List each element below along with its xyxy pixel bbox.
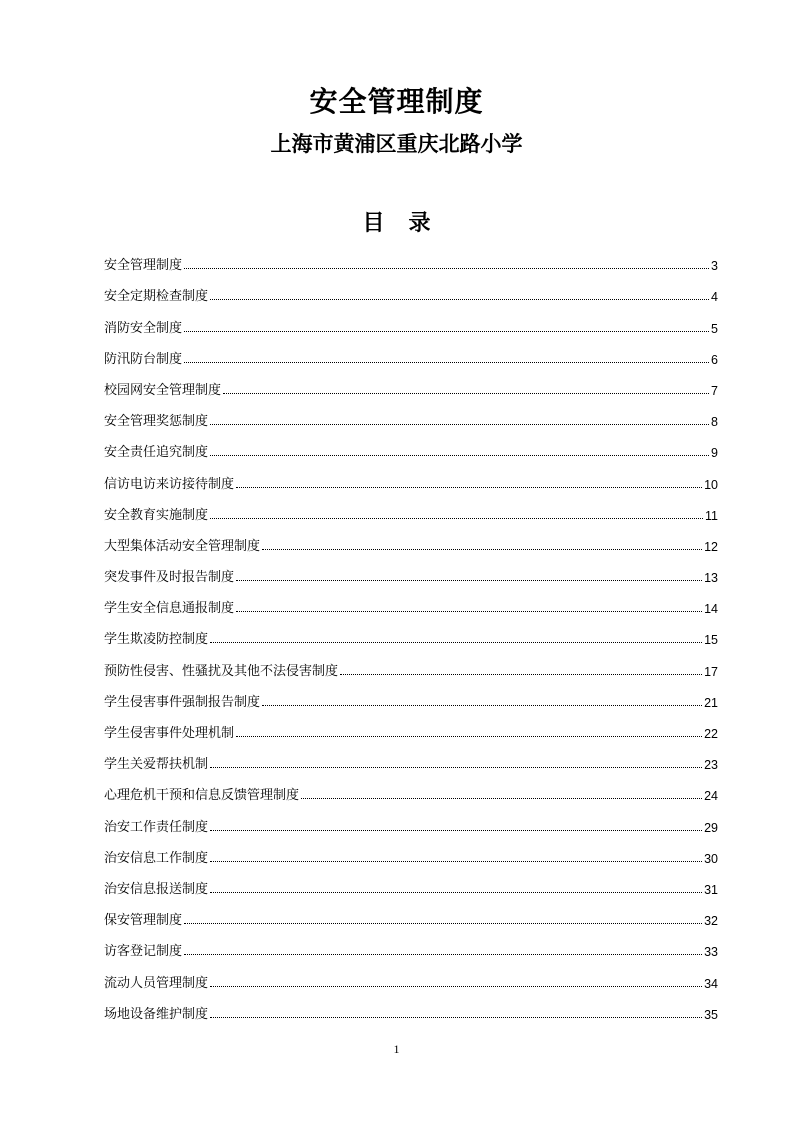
toc-dot-leader [262, 548, 702, 550]
toc-dot-leader [210, 298, 709, 300]
toc-entry-title[interactable]: 大型集体活动安全管理制度 [104, 538, 261, 554]
toc-entry[interactable] [104, 963, 718, 994]
toc-entry[interactable] [104, 651, 718, 682]
toc-entry[interactable] [104, 839, 718, 870]
toc-dot-leader [210, 517, 703, 519]
toc-entry-title[interactable]: 安全定期检查制度 [104, 289, 209, 305]
toc-entry-title[interactable]: 心理危机干预和信息反馈管理制度 [104, 788, 300, 804]
toc-entry-page-number[interactable]: 29 [704, 820, 718, 835]
table-of-contents [104, 246, 718, 1026]
toc-dot-leader [210, 423, 709, 425]
toc-entry[interactable] [104, 995, 718, 1026]
toc-entry-title[interactable]: 学生关爱帮扶机制 [104, 757, 209, 773]
toc-entry-page-number[interactable]: 7 [711, 383, 718, 398]
toc-entry-page-number[interactable]: 33 [704, 945, 718, 960]
toc-entry-page-number[interactable]: 22 [704, 727, 718, 741]
toc-entry-page-number[interactable]: 6 [711, 352, 718, 367]
toc-dot-leader [301, 797, 702, 799]
toc-entry-page-number[interactable]: 12 [704, 539, 718, 554]
toc-dot-leader [340, 673, 702, 675]
toc-entry-title[interactable]: 预防性侵害、性骚扰及其他不法侵害制度 [104, 663, 339, 679]
document-subtitle: 上海市黄浦区重庆北路小学 [270, 131, 523, 156]
toc-dot-leader [210, 1016, 702, 1018]
toc-entry[interactable] [104, 776, 718, 807]
toc-entry-title[interactable]: 突发事件及时报告制度 [104, 570, 235, 586]
toc-heading: 目录 [362, 210, 455, 236]
toc-entry-page-number[interactable]: 15 [704, 633, 718, 648]
toc-dot-leader [210, 641, 702, 643]
toc-entry-title[interactable]: 学生侵害事件处理机制 [104, 726, 235, 741]
toc-entry-title[interactable]: 学生侵害事件强制报告制度 [104, 694, 261, 710]
toc-entry[interactable] [104, 620, 718, 651]
toc-entry-title[interactable]: 安全管理奖惩制度 [104, 414, 209, 430]
toc-dot-leader [184, 330, 709, 332]
toc-entry-page-number[interactable]: 11 [705, 508, 718, 523]
toc-entry-title[interactable]: 安全教育实施制度 [104, 507, 209, 523]
toc-entry[interactable] [104, 683, 718, 714]
toc-entry-page-number[interactable]: 32 [704, 914, 718, 929]
toc-entry[interactable] [104, 308, 718, 339]
toc-entry-title[interactable]: 安全责任追究制度 [104, 445, 209, 461]
toc-dot-leader [184, 922, 702, 924]
toc-entry-title[interactable]: 校园网安全管理制度 [104, 382, 222, 398]
toc-dot-leader [210, 891, 702, 893]
toc-entry[interactable] [104, 246, 718, 277]
toc-entry-page-number[interactable]: 14 [704, 602, 718, 617]
toc-dot-leader [262, 704, 702, 706]
toc-entry-title[interactable]: 保安管理制度 [104, 913, 183, 929]
toc-entry-page-number[interactable]: 17 [704, 664, 718, 679]
toc-dot-leader [210, 860, 702, 862]
toc-entry-title[interactable]: 学生欺凌防控制度 [104, 632, 209, 648]
toc-entry[interactable] [104, 433, 718, 464]
toc-entry-title[interactable]: 流动人员管理制度 [104, 975, 209, 991]
toc-entry-page-number[interactable]: 34 [704, 976, 718, 991]
toc-entry-page-number[interactable]: 4 [711, 290, 718, 305]
toc-entry[interactable] [104, 340, 718, 371]
toc-dot-leader [236, 735, 702, 737]
toc-entry-page-number[interactable]: 10 [704, 477, 718, 492]
toc-dot-leader [184, 361, 709, 363]
toc-entry-title[interactable]: 治安信息工作制度 [104, 850, 209, 866]
toc-entry-page-number[interactable]: 24 [704, 789, 718, 804]
toc-entry[interactable] [104, 558, 718, 589]
toc-entry-title[interactable]: 治安信息报送制度 [104, 881, 209, 897]
toc-entry-title[interactable]: 场地设备维护制度 [104, 1006, 209, 1022]
toc-entry[interactable] [104, 901, 718, 932]
toc-dot-leader [210, 829, 702, 831]
toc-entry[interactable] [104, 277, 718, 308]
toc-entry-page-number[interactable]: 3 [711, 259, 718, 274]
toc-entry-page-number[interactable]: 23 [704, 758, 718, 773]
toc-entry[interactable] [104, 589, 718, 620]
toc-dot-leader [210, 454, 709, 456]
toc-entry-title[interactable]: 安全管理制度 [104, 258, 183, 274]
toc-entry-page-number[interactable]: 21 [704, 695, 718, 710]
toc-entry[interactable] [104, 496, 718, 527]
toc-dot-leader [184, 953, 702, 955]
toc-entry[interactable] [104, 527, 718, 558]
toc-dot-leader [236, 579, 702, 581]
toc-entry[interactable] [104, 402, 718, 433]
page-number: 1 [393, 1042, 400, 1056]
toc-entry-page-number[interactable]: 13 [704, 571, 718, 586]
toc-dot-leader [236, 486, 702, 488]
toc-entry[interactable] [104, 464, 718, 495]
toc-entry-title[interactable]: 防汛防台制度 [104, 351, 183, 367]
toc-entry-page-number[interactable]: 5 [711, 321, 718, 336]
toc-entry-title[interactable]: 访客登记制度 [104, 944, 183, 960]
toc-entry-title[interactable]: 信访电访来访接待制度 [104, 476, 235, 492]
document-title: 安全管理制度 [309, 85, 484, 118]
toc-dot-leader [210, 985, 702, 987]
toc-dot-leader [184, 267, 709, 269]
toc-entry[interactable] [104, 932, 718, 963]
toc-entry-page-number[interactable]: 35 [704, 1007, 718, 1022]
toc-entry[interactable] [104, 714, 718, 745]
toc-entry[interactable] [104, 371, 718, 402]
toc-dot-leader [210, 766, 702, 768]
toc-entry-page-number[interactable]: 8 [711, 415, 718, 430]
toc-entry[interactable] [104, 745, 718, 776]
toc-dot-leader [236, 610, 702, 612]
toc-entry[interactable] [104, 807, 718, 838]
toc-entry-page-number[interactable]: 30 [704, 851, 718, 866]
toc-entry-title[interactable]: 治安工作责任制度 [104, 819, 209, 835]
toc-dot-leader [223, 392, 709, 394]
toc-entry-title[interactable]: 学生安全信息通报制度 [104, 601, 235, 617]
toc-entry-page-number[interactable]: 31 [704, 882, 718, 897]
toc-entry-page-number[interactable]: 9 [711, 446, 718, 461]
toc-entry-title[interactable]: 消防安全制度 [104, 320, 183, 336]
toc-entry[interactable] [104, 870, 718, 901]
